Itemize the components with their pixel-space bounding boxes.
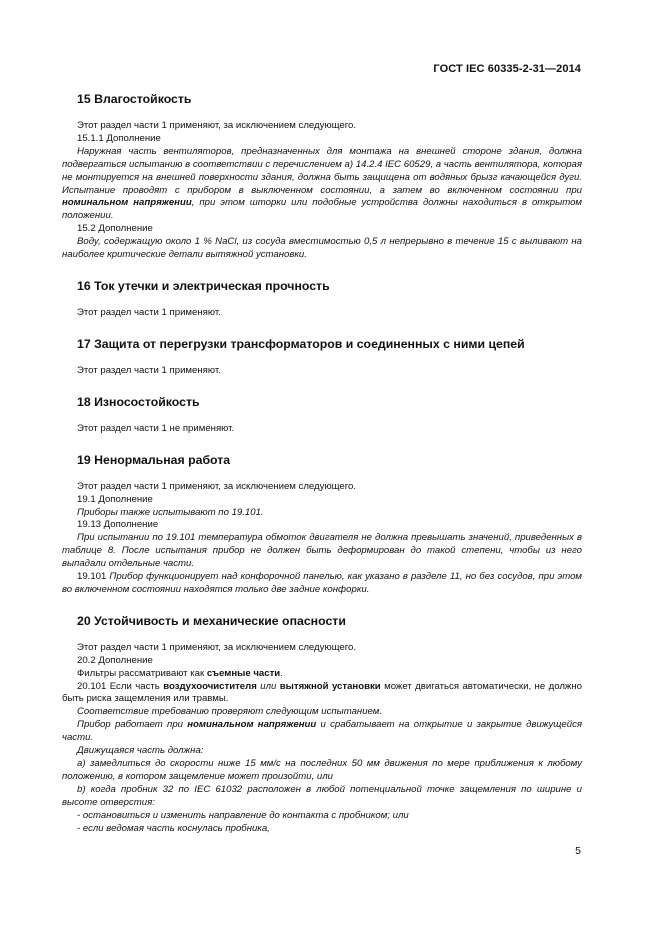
paragraph: Этот раздел части 1 применяют.: [77, 306, 221, 318]
section-heading: 18 Износостойкость: [77, 394, 200, 409]
paragraph: Этот раздел части 1 применяют.: [77, 364, 221, 376]
paragraph: Этот раздел части 1 не применяют.: [77, 422, 235, 434]
paragraph: 19.13 Дополнение: [77, 519, 159, 531]
text-run: воздухоочистителя: [163, 680, 257, 692]
text-run: 19.101: [77, 571, 110, 583]
paragraph: Этот раздел части 1 применяют, за исключением следующего.: [77, 120, 357, 131]
section-heading: 19 Ненормальная работа: [77, 452, 231, 467]
section: [62, 613, 583, 836]
page-number: 5: [575, 845, 581, 857]
text-run: номинальном напряжении: [187, 719, 317, 731]
paragraph: Воду, содержащую около 1 % NaCl, из сосуда вместимостью 0,5 л непрерывно в течение 15 с выливают на наиболее критические детали вытяжной установки.: [62, 236, 582, 261]
paragraph: При испытании по 19.101 температура обмоток двигателя не должна превышать значений, приведенных в таблице 8. После испытания прибор не должен быть деформирован до такой степени, чтобы из него выпадали отдельные части.: [62, 532, 582, 570]
document-header-id: ГОСТ IEC 60335-2-31—2014: [433, 63, 581, 75]
text-run: номинальном напряжении: [62, 197, 192, 209]
text-run: Фильтры рассматривают как: [77, 667, 207, 679]
text-run: может двигаться автоматически, не должно быть риска защемления или травмы.: [62, 680, 582, 705]
text-run: или: [256, 680, 280, 692]
paragraph: [62, 146, 582, 223]
paragraph: а) замедлиться до скорости ниже 15 мм/с на последних 50 мм движения по мере приближения к любому положению, в котором защемление может произойти, или: [62, 758, 582, 782]
paragraph: [62, 681, 582, 707]
paragraph: Приборы также испытывают по 19.101.: [77, 506, 264, 518]
document-body: [62, 92, 583, 852]
paragraph: 15.1.1 Дополнение: [77, 132, 161, 144]
section: [77, 395, 582, 436]
section-heading: 17 Защита от перегрузки трансформаторов и соединенных с ними цепей: [77, 336, 525, 351]
paragraph: Движущаяся часть должна:: [77, 745, 204, 757]
section-heading: 15 Влагостойкость: [77, 92, 192, 106]
paragraph: Этот раздел части 1 применяют, за исключением следующего.: [77, 641, 357, 653]
paragraph: - если ведомая часть коснулась пробника,: [77, 822, 270, 834]
text-run: Прибор работает при: [77, 719, 188, 731]
section: [62, 92, 582, 262]
paragraph: Соответствие требованию проверяют следующим испытанием.: [77, 706, 383, 718]
section-heading: 16 Ток утечки и электрическая прочность: [77, 278, 330, 293]
text-run: и срабатывает на открытие и закрытие движущейся части.: [62, 719, 583, 744]
text-run: съемные части: [206, 667, 281, 679]
text-run: .: [280, 667, 283, 679]
paragraph: b) когда пробник 32 по IEC 61032 расположен в любой потенциальной точке защемления по ширине и высоте отверстия:: [62, 783, 582, 808]
paragraph: 19.1 Дополнение: [77, 493, 153, 505]
paragraph: [62, 668, 582, 681]
paragraph: Этот раздел части 1 применяют, за исключением следующего.: [77, 480, 357, 492]
text-run: 20.101 Если часть: [77, 680, 164, 692]
paragraph: - остановиться и изменить направление до контакта с пробником; или: [77, 809, 409, 821]
paragraph: 15.2 Дополнение: [77, 223, 153, 235]
paragraph: 20.2 Дополнение: [77, 654, 153, 666]
section: [77, 337, 582, 378]
text-run: Наружная часть вентиляторов, предназначенных для монтажа на внешней стороне здания, должна подвергаться испытанию в соответствии с перечислением а) 14.2.4 IEC 60529, а часть вентилятора, которая не монтируется на внешней поверхности здания, должна быть защищена от водяных брызг качающейся дуги. Испытание проводят с прибором в выключенном состоянии, а затем во включенном состоянии при: [62, 145, 582, 196]
section: [62, 452, 582, 597]
section: [77, 279, 582, 320]
paragraph: [62, 719, 582, 745]
text-run: вытяжной установки: [279, 680, 381, 692]
text-run: , при этом шторки или подобные устройства должны находиться в открытом положении.: [62, 197, 582, 222]
section-heading: 20 Устойчивость и механические опасности: [77, 613, 346, 628]
text-run: Прибор функционирует над конфорочной панелью, как указано в разделе 11, но без сосудов, при этом во включенном состоянии находятся только две задние конфорки.: [62, 571, 582, 595]
paragraph: [62, 571, 582, 597]
